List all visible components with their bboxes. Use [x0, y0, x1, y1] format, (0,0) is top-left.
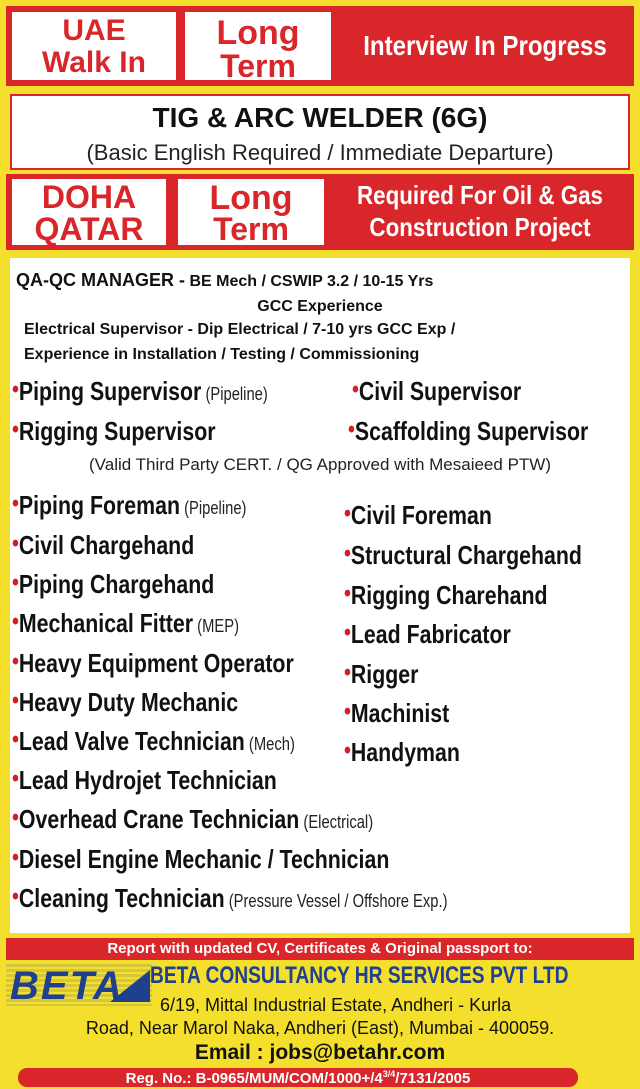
cert-note: (Valid Third Party CERT. / QG Approved with Mesaieed PTW) [89, 455, 551, 474]
job-left-9: •Diesel Engine Mechanic / Technician [12, 844, 390, 874]
supervisor-left-1: •Rigging Supervisor [12, 416, 216, 446]
long-term-box-top [183, 10, 333, 82]
electrical-supervisor-line2: Experience in Installation / Testing / Commissioning [24, 346, 420, 363]
job-right-4: •Rigger [344, 659, 419, 689]
welder-title: TIG & ARC WELDER (6G) [152, 102, 488, 133]
job-left-10: •Cleaning Technician (Pressure Vessel / Offshore Exp.) [12, 883, 448, 913]
job-right-2: •Rigging Charehand [344, 580, 548, 610]
job-right-6: •Handyman [344, 737, 460, 767]
interview-in-progress: Interview In Progress [363, 30, 607, 61]
uae-walkin-box [10, 10, 178, 82]
reg-bar [18, 1068, 578, 1087]
supervisor-left-0: •Piping Supervisor (Pipeline) [12, 376, 268, 406]
supervisor-right-0: •Civil Supervisor [352, 376, 522, 406]
qatar-label: QATAR [34, 211, 144, 247]
report-bar [6, 938, 634, 960]
qa-qc-line [16, 270, 433, 291]
job-right-3: •Lead Fabricator [344, 619, 511, 649]
report-text: Report with updated CV, Certificates & Original passport to: [107, 940, 533, 957]
address-line2: Road, Near Marol Naka, Andheri (East), Mumbai - 400059. [85, 1018, 555, 1038]
qa-qc-gcc: GCC Experience [257, 298, 383, 315]
logo-triangle-icon [110, 970, 150, 1002]
job-right-0: •Civil Foreman [344, 500, 492, 530]
required-line2: Construction Project [369, 212, 591, 242]
job-left-0: •Piping Foreman (Pipeline) [12, 490, 247, 520]
qa-qc-requirements: BE Mech / CSWIP 3.2 / 10-15 Yrs [185, 273, 434, 290]
welder-box [10, 94, 630, 170]
job-left-4: •Heavy Equipment Operator [12, 648, 294, 678]
job-left-5: •Heavy Duty Mechanic [12, 687, 239, 717]
doha-label: DOHA [41, 179, 137, 215]
job-left-8: •Overhead Crane Technician (Electrical) [12, 804, 374, 834]
address-line1: 6/19, Mittal Industrial Estate, Andheri - Kurla [160, 995, 512, 1015]
electrical-supervisor-line1: Electrical Supervisor - Dip Electrical / 7-10 yrs GCC Exp / [24, 321, 456, 338]
term-label: Term [220, 48, 296, 84]
job-left-3: •Mechanical Fitter (MEP) [12, 608, 239, 638]
qa-qc-title: QA-QC MANAGER - [16, 270, 185, 290]
walkin-label: Walk In [42, 46, 146, 79]
supervisor-right-1: •Scaffolding Supervisor [348, 416, 589, 446]
email-line: Email : jobs@betahr.com [194, 1041, 446, 1064]
company-name: BETA CONSULTANCY HR SERVICES PVT LTD [150, 962, 569, 989]
welder-subtitle: (Basic English Required / Immediate Departure) [86, 140, 554, 165]
job-left-6: •Lead Valve Technician (Mech) [12, 726, 295, 756]
uae-label: UAE [62, 14, 126, 47]
reg-number: Reg. No.: $B-0965/MUM/COM/1000+/4^{3/4}/7131/2005$ [125, 1069, 471, 1087]
long-label-qatar: Long [209, 179, 293, 217]
logo-text: BETA [10, 964, 124, 1008]
term-label-qatar: Term [213, 211, 289, 247]
long-label: Long [216, 14, 300, 52]
doha-qatar-box [10, 177, 168, 247]
job-right-5: •Machinist [344, 698, 450, 728]
job-right-1: •Structural Chargehand [344, 540, 582, 570]
beta-logo [6, 964, 152, 1006]
job-left-1: •Civil Chargehand [12, 530, 195, 560]
required-line1: Required For Oil & Gas [356, 180, 604, 210]
long-term-box-qatar [176, 177, 326, 247]
job-left-2: •Piping Chargehand [12, 569, 215, 599]
job-left-7: •Lead Hydrojet Technician [12, 765, 277, 795]
